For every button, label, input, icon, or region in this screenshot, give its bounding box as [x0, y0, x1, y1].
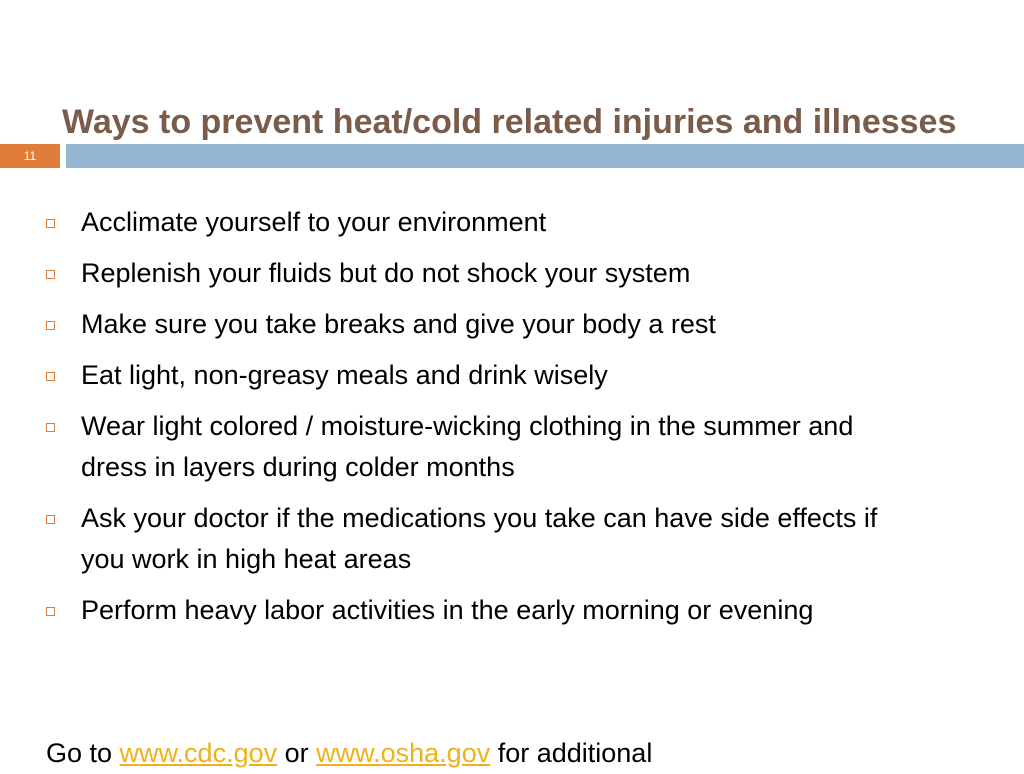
bullet-list — [44, 202, 924, 641]
footer-middle: or — [277, 738, 317, 768]
hollow-square-bullet-icon — [46, 270, 55, 279]
footer-prefix: Go to — [46, 738, 120, 768]
osha-link[interactable]: www.osha.gov — [316, 738, 491, 768]
list-item — [44, 355, 924, 396]
hollow-square-bullet-icon — [46, 515, 55, 524]
hollow-square-bullet-icon — [46, 372, 55, 381]
bullet-text: Replenish your fluids but do not shock your system — [81, 258, 691, 288]
list-item — [44, 498, 924, 580]
bullet-text: Make sure you take breaks and give your body a rest — [81, 309, 716, 339]
bullet-text: Perform heavy labor activities in the early morning or evening — [81, 595, 814, 625]
list-item — [44, 590, 924, 631]
cdc-link[interactable]: www.cdc.gov — [119, 738, 278, 768]
list-item — [44, 253, 924, 294]
bullet-text: Wear light colored / moisture-wicking clothing in the summer and dress in layers during colder months — [81, 411, 854, 482]
hollow-square-bullet-icon — [46, 607, 55, 616]
slide-number-badge: 11 — [0, 144, 60, 168]
slide-title: Ways to prevent heat/cold related injuries and illnesses — [62, 103, 957, 141]
bullet-text: Acclimate yourself to your environment — [81, 207, 547, 237]
list-item — [44, 304, 924, 345]
bullet-text: Ask your doctor if the medications you take can have side effects if you work in high heat areas — [81, 503, 878, 574]
title-divider-bar — [66, 144, 1024, 168]
hollow-square-bullet-icon — [46, 423, 55, 432]
list-item — [44, 202, 924, 243]
hollow-square-bullet-icon — [46, 321, 55, 330]
list-item — [44, 406, 924, 488]
footer-suffix: for additional — [490, 738, 653, 768]
bullet-text: Eat light, non-greasy meals and drink wisely — [81, 360, 608, 390]
hollow-square-bullet-icon — [46, 219, 55, 228]
